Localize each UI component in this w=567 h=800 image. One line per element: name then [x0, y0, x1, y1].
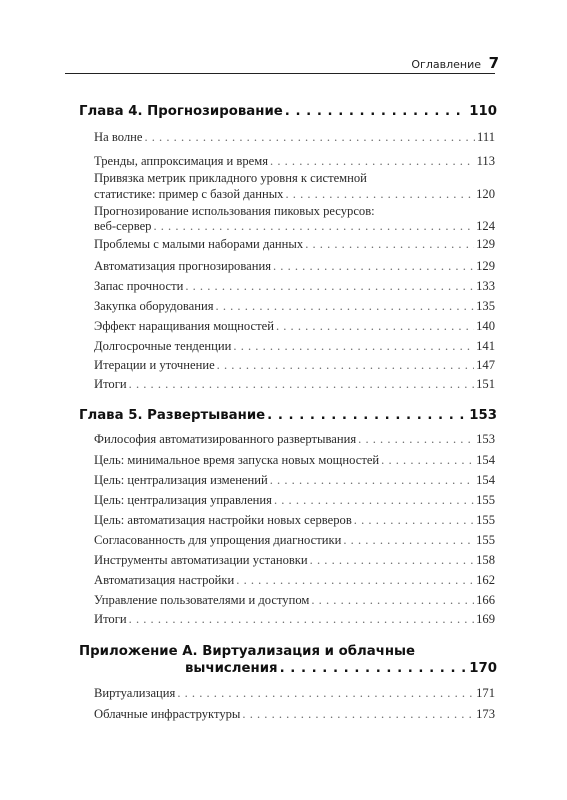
- appendix-title: вычисления: [185, 661, 278, 676]
- toc-entry[interactable]: веб-сервер . . . 124: [94, 219, 495, 234]
- page-number: 7: [488, 54, 499, 72]
- toc-entry[interactable]: Философия автоматизированного развертывания . . . 153: [94, 432, 495, 447]
- toc-entry[interactable]: Закупка оборудования . . . 135: [94, 299, 495, 314]
- dot-leader: [285, 104, 467, 119]
- toc-entry[interactable]: Виртуализация . . . 171: [94, 686, 495, 701]
- appendix-page: 170: [469, 661, 497, 676]
- toc-entry[interactable]: статистике: пример с базой данных . . . 120: [94, 187, 495, 202]
- toc-entry[interactable]: Долгосрочные тенденции . . . 141: [94, 339, 495, 354]
- toc-entry-line1: Прогнозирование использования пиковых ресурсов:: [94, 204, 375, 218]
- chapter-title: Глава 5. Развертывание: [79, 408, 266, 423]
- toc-entry[interactable]: Согласованность для упрощения диагностики . . . 155: [94, 533, 495, 548]
- dot-leader: [267, 408, 467, 423]
- toc-entry[interactable]: Облачные инфраструктуры . . . 173: [94, 707, 495, 722]
- chapter-page: 110: [469, 104, 497, 119]
- toc-entry[interactable]: На волне . . . 111: [94, 130, 495, 145]
- toc-entry[interactable]: Автоматизация прогнозирования . . . 129: [94, 259, 495, 274]
- dot-leader: [280, 661, 468, 676]
- toc-entry[interactable]: Цель: автоматизация настройки новых серверов . . . 155: [94, 513, 495, 528]
- toc-entry[interactable]: Итоги . . . 151: [94, 377, 495, 392]
- toc-entry[interactable]: Управление пользователями и доступом . . . 166: [94, 593, 495, 608]
- toc-entry[interactable]: Итерации и уточнение . . . 147: [94, 358, 495, 373]
- toc-entry[interactable]: Автоматизация настройки . . . 162: [94, 573, 495, 588]
- toc-entry[interactable]: Цель: централизация управления . . . 155: [94, 493, 495, 508]
- toc-entry[interactable]: Тренды, аппроксимация и время . . . 113: [94, 154, 495, 169]
- toc-entry-line1: Привязка метрик прикладного уровня к системной: [94, 171, 367, 185]
- chapter-page: 153: [469, 408, 497, 423]
- running-head-title: Оглавление: [411, 58, 481, 71]
- chapter-title: Глава 4. Прогнозирование: [79, 104, 283, 119]
- toc-entry[interactable]: Цель: централизация изменений . . . 154: [94, 473, 495, 488]
- appendix-title-line1: Приложение А. Виртуализация и облачные: [79, 644, 416, 659]
- toc-entry[interactable]: Инструменты автоматизации установки . . . 158: [94, 553, 495, 568]
- toc-entry[interactable]: Эффект наращивания мощностей . . . 140: [94, 319, 495, 334]
- toc-entry[interactable]: Цель: минимальное время запуска новых мощностей . . . 154: [94, 453, 495, 468]
- toc-entry[interactable]: Проблемы с малыми наборами данных . . . 129: [94, 237, 495, 252]
- toc-entry[interactable]: Запас прочности . . . 133: [94, 279, 495, 294]
- toc-entry[interactable]: Итоги . . . 169: [94, 612, 495, 627]
